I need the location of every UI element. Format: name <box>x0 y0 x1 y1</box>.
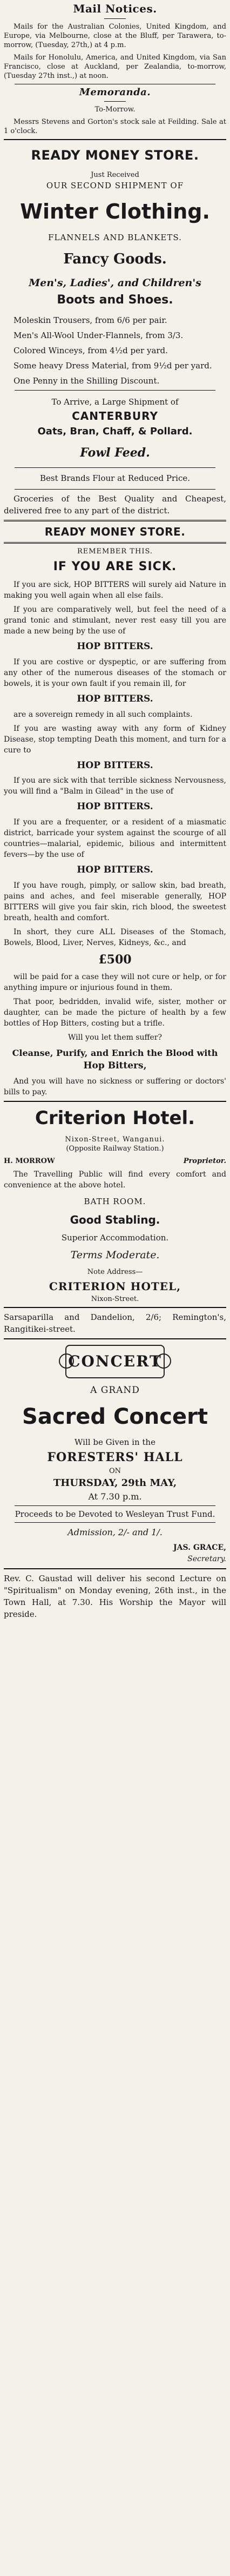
divider <box>15 1522 215 1523</box>
hop-bitters-with: Hop Bitters, <box>83 1060 147 1071</box>
divider <box>4 139 226 140</box>
bitters-p12: Will you let them suffer? <box>68 1033 162 1042</box>
store-item-winceys: Colored Winceys, from 4½d per yard. <box>13 345 168 355</box>
sacred-concert: Sacred Concert <box>22 1404 208 1430</box>
concert-ad <box>4 1343 226 1566</box>
just-received: Just Received <box>91 171 139 179</box>
proprietor-row <box>4 1157 226 1166</box>
secretary-role: Secretary. <box>187 1555 226 1564</box>
gaustad-lecture <box>4 1573 226 1620</box>
note-address: Note Address— <box>87 1267 143 1276</box>
divider <box>15 390 215 391</box>
bath-room: BATH ROOM. <box>84 1196 146 1206</box>
if-you-are-sick: IF YOU ARE SICK. <box>53 559 177 573</box>
proprietor-label: Proprietor. <box>183 1157 226 1165</box>
canterbury: CANTERBURY <box>72 409 158 422</box>
good-stabling: Good Stabling. <box>70 1213 160 1226</box>
boots-shoes: Boots and Shoes. <box>57 293 173 307</box>
flour-price: Best Brands Flour at Reduced Price. <box>39 473 191 483</box>
concert-banner <box>4 1343 226 1381</box>
store-discount: One Penny in the Shilling Discount. <box>13 375 160 386</box>
divider <box>4 1307 226 1308</box>
mail-notices <box>4 2 226 81</box>
mens-ladies-children: Men's, Ladies', and Children's <box>29 277 201 289</box>
criterion-footer: CRITERION HOTEL, <box>49 1279 181 1293</box>
gaustad-text: Rev. C. Gaustad will deliver his second Lecture on "Spiritualism" on Monday evening, 26th inst., in the Town Hall, at 7.30. His Worship the Mayor will preside. <box>4 1574 226 1620</box>
bitters-p7: If you are a frequenter, or a resident of a miasmatic district, barricade your system against the scourge of all countries—malarial, epidemic, bilious and intermittent fevers—by the use of <box>4 817 226 859</box>
mail-notice-1: Mails for the Australian Colonies, United Kingdom, and Europe, via Melbourne, close at the Bluff, per Tarawera, to-morrow, (Tuesday, 27th,) at 4 p.m. <box>4 23 226 49</box>
concert-on: ON <box>109 1467 121 1475</box>
sarsaparilla-text: Sarsaparilla and Dandelion, 2/6; Remington's, Rangitikei-street. <box>4 1312 226 1334</box>
will-be-given: Will be Given in the <box>75 1437 155 1448</box>
remember-this: REMEMBER THIS. <box>77 547 153 556</box>
store-item-dress: Some heavy Dress Material, from 9½d per yard. <box>13 360 212 371</box>
flannels-blankets: FLANNELS AND BLANKETS. <box>48 232 182 242</box>
fowl-feed: Fowl Feed. <box>80 446 150 460</box>
proprietor-name: H. MORROW <box>4 1157 55 1165</box>
bitters-p10: will be paid for a case they will not cure or help, or for anything impure or injurious found in them. <box>4 973 226 993</box>
store-item-underflannels: Men's All-Wool Under-Flannels, from 3/3. <box>13 330 184 340</box>
bitters-p3: If you are costive or dyspeptic, or are suffering from any other of the numerous diseases of the stomach or bowels, it is your own fault if you remain ill, for <box>4 658 226 689</box>
oats-bran-chaff: Oats, Bran, Chaff, & Pollard. <box>37 426 193 437</box>
bitters-p6: If you are sick with that terrible sickness Nervousness, you will find a "Balm in Gilead" in the use of <box>4 776 226 796</box>
hop-bitters-2: HOP BITTERS. <box>77 693 153 705</box>
admission: Admission, 2/- and 1/. <box>67 1527 163 1538</box>
second-shipment: OUR SECOND SHIPMENT OF <box>46 181 184 190</box>
divider <box>15 489 215 490</box>
bitters-p13: And you will have no sickness or suffering or doctors' bills to pay. <box>4 1076 226 1097</box>
sarsaparilla-ad <box>4 1311 226 1335</box>
newspaper-column <box>4 0 226 1620</box>
bitters-p11: That poor, bedridden, invalid wife, sister, mother or daughter, can be made the picture of health by a few bottles of Hop Bitters, costing but a trifle. <box>4 998 226 1028</box>
divider <box>4 1101 226 1102</box>
concert-proceeds: Proceeds to be Devoted to Wesleyan Trust Fund. <box>15 1509 215 1519</box>
divider <box>4 1568 226 1569</box>
hotel-opposite: (Opposite Railway Station.) <box>66 1144 164 1153</box>
groceries: Groceries of the Best Quality and Cheapest, delivered free to any part of the district. <box>4 493 226 516</box>
store-item-moleskin: Moleskin Trousers, from 6/6 per pair. <box>13 315 167 325</box>
terms-moderate: Terms Moderate. <box>70 1249 160 1261</box>
store-heading: READY MONEY STORE. <box>31 148 199 163</box>
concert-date: THURSDAY, 29th MAY, <box>53 1477 177 1489</box>
divider <box>4 1338 226 1339</box>
secretary-name: JAS. GRACE, <box>173 1543 226 1553</box>
memoranda-text: Messrs Stevens and Gorton's stock sale at Feilding. Sale at 1 o'clock. <box>4 118 226 135</box>
criterion-footer-street: Nixon-Street. <box>91 1294 139 1303</box>
hop-bitters-3: HOP BITTERS. <box>77 759 153 771</box>
hop-bitters-5: HOP BITTERS. <box>77 864 153 875</box>
winter-clothing: Winter Clothing. <box>20 199 210 223</box>
criterion-hotel-ad <box>4 1105 226 1304</box>
hop-bitters-ad <box>4 547 226 1098</box>
mail-notice-2: Mails for Honolulu, America, and United Kingdom, via San Francisco, close at Auckland, per Zealandia, to-morrow, (Tuesday 27th inst.,) at noon. <box>4 54 226 80</box>
concert-time: At 7.30 p.m. <box>88 1491 142 1502</box>
hotel-description: The Travelling Public will find every comfort and convenience at the above hotel. <box>4 1170 226 1190</box>
memoranda-title: Memoranda. <box>79 87 151 98</box>
divider <box>104 101 126 102</box>
criterion-hotel-title: Criterion Hotel. <box>35 1107 195 1129</box>
bitters-p5: If you are wasting away with any form of Kidney Disease, stop tempting Death this moment, and turn for a cure to <box>4 724 226 755</box>
memoranda <box>4 87 226 136</box>
bitters-p8: If you have rough, pimply, or sallow skin, bad breath, pains and aches, and feel miserable generally, HOP BITTERS will give you fair skin, rich blood, the sweetest breath, health and comfort. <box>4 881 226 922</box>
fancy-goods: Fancy Goods. <box>63 251 167 267</box>
divider <box>104 18 126 19</box>
hop-bitters-1: HOP BITTERS. <box>77 641 153 652</box>
ready-money-store-ad <box>4 143 226 544</box>
hop-bitters-4: HOP BITTERS. <box>77 801 153 813</box>
bitters-p9: In short, they cure ALL Diseases of the Stomach, Bowels, Blood, Liver, Nerves, Kidneys, &c., and <box>4 927 226 947</box>
a-grand: A GRAND <box>90 1384 140 1396</box>
divider <box>15 467 215 468</box>
banner-frame <box>65 1345 165 1378</box>
concert-banner-text: CONCERT <box>68 1352 162 1370</box>
cleanse-purify: Cleanse, Purify, and Enrich the Blood with <box>12 1047 218 1058</box>
superior-accommodation: Superior Accommodation. <box>61 1232 169 1243</box>
mail-notices-title: Mail Notices. <box>73 2 157 15</box>
bitters-p1: If you are sick, HOP BITTERS will surely aid Nature in making you well again when all else fails. <box>4 580 226 600</box>
hotel-address: Nixon-Street, Wanganui. <box>65 1135 165 1144</box>
bitters-p4: are a sovereign remedy in all such complaints. <box>13 710 193 719</box>
to-arrive: To Arrive, a Large Shipment of <box>51 397 179 407</box>
store-footer: READY MONEY STORE. <box>4 520 226 544</box>
foresters-hall: FORESTERS' HALL <box>47 1450 183 1464</box>
memoranda-subtitle: To-Morrow. <box>94 105 136 114</box>
bitters-p2: If you are comparatively well, but feel the need of a grand tonic and stimulant, never rest easy till you are made a new being by the use of <box>4 605 226 636</box>
divider <box>15 1505 215 1506</box>
reward-amount: £500 <box>98 952 132 967</box>
